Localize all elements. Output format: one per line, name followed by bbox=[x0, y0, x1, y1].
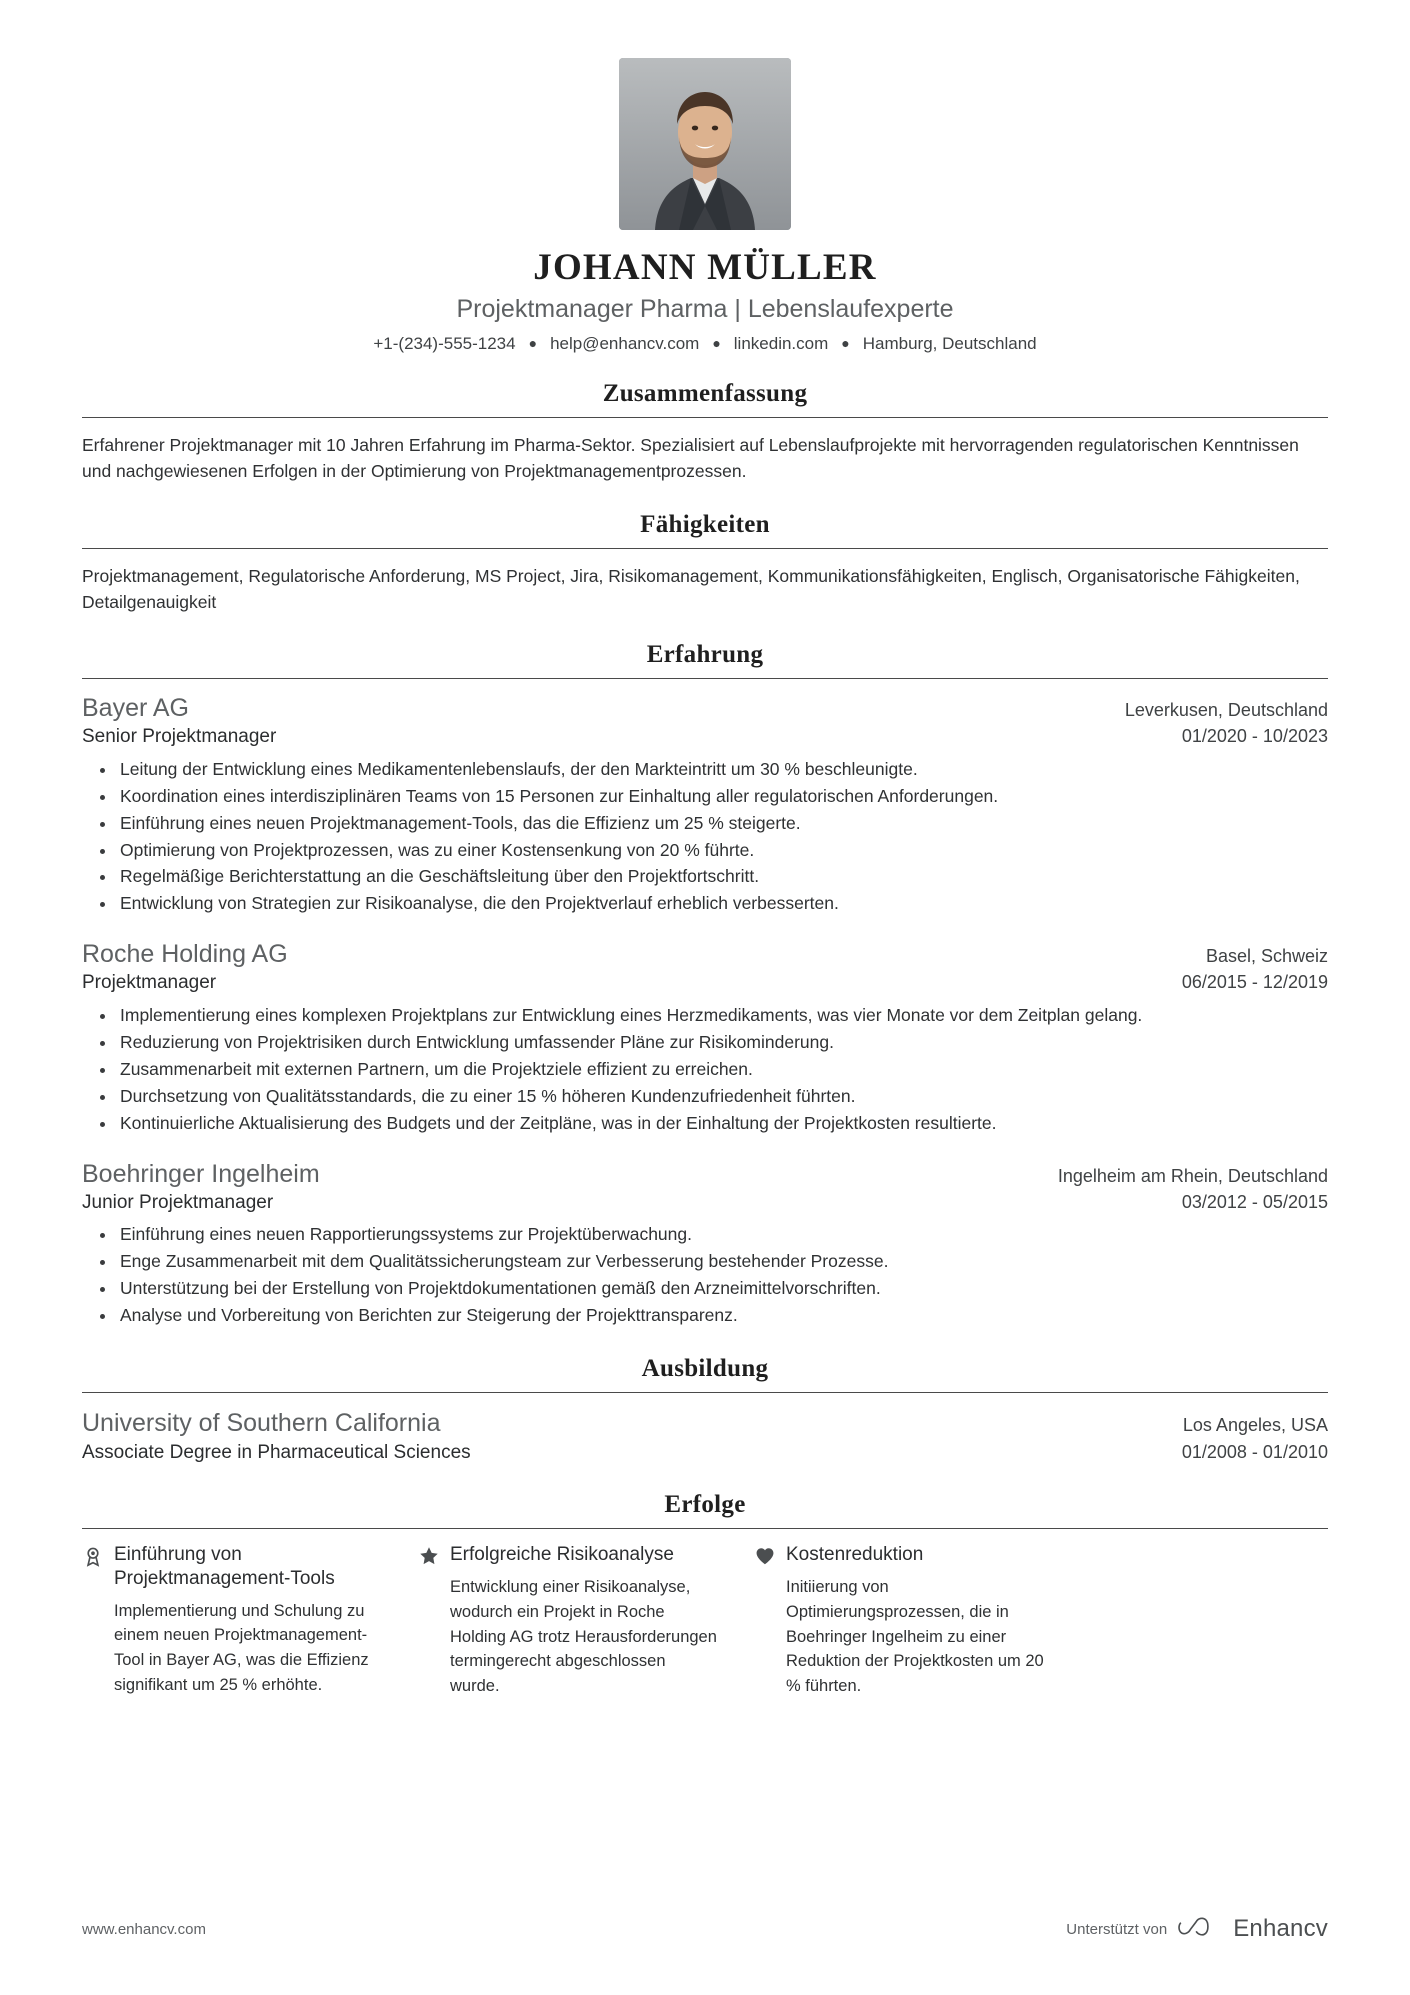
experience-entry-subheader bbox=[82, 724, 1328, 750]
job-role: Senior Projektmanager bbox=[82, 726, 277, 748]
contact-email[interactable]: help@enhancv.com bbox=[550, 334, 700, 353]
job-bullet: Analyse und Vorbereitung von Berichten zur Steigerung der Projekttransparenz. bbox=[108, 1303, 1328, 1329]
experience-entry bbox=[82, 693, 1328, 917]
enhancv-logo-icon bbox=[1177, 1916, 1223, 1943]
portrait-photo-icon bbox=[619, 58, 791, 230]
candidate-title: Projektmanager Pharma | Lebenslaufexperte bbox=[456, 295, 954, 323]
star-icon bbox=[418, 1545, 440, 1567]
company-location: Ingelheim am Rhein, Deutschland bbox=[1057, 1165, 1328, 1186]
achievement-title: Einführung von Projektmanagement-Tools bbox=[114, 1544, 335, 1589]
job-bullet: Leitung der Entwicklung eines Medikamentenlebenslaufs, der den Markteintritt um 30 % beschleunigte. bbox=[108, 757, 1328, 783]
education-entry bbox=[82, 1407, 1328, 1465]
section-divider bbox=[82, 417, 1328, 418]
job-bullets bbox=[82, 757, 1328, 917]
experience-entry-header bbox=[82, 939, 1328, 970]
section-achievements bbox=[82, 1491, 1328, 1699]
job-role: Projektmanager bbox=[82, 972, 217, 994]
job-bullet: Zusammenarbeit mit externen Partnern, um die Projektziele effizient zu erreichen. bbox=[108, 1057, 1328, 1083]
section-summary bbox=[82, 380, 1328, 485]
job-bullet: Enge Zusammenarbeit mit dem Qualitätssicherungsteam zur Verbesserung bestehender Prozesse. bbox=[108, 1249, 1328, 1275]
experience-entry bbox=[82, 939, 1328, 1136]
section-title-summary: Zusammenfassung bbox=[602, 380, 808, 407]
job-bullet: Entwicklung von Strategien zur Risikoanalyse, die den Projektverlauf erheblich verbesserten. bbox=[108, 891, 1328, 917]
contact-separator: ● bbox=[841, 335, 850, 351]
experience-entry-header bbox=[82, 1159, 1328, 1190]
achievement-description: Entwicklung einer Risikoanalyse, wodurch ein Projekt in Roche Holding AG trotz Herausforderungen termingerecht abgeschlossen wurde. bbox=[450, 1578, 717, 1696]
achievement-title: Erfolgreiche Risikoanalyse bbox=[450, 1544, 674, 1566]
achievement-header bbox=[82, 1543, 382, 1591]
job-bullet: Durchsetzung von Qualitätsstandards, die zu einer 15 % höheren Kundenzufriedenheit führten. bbox=[108, 1084, 1328, 1110]
achievement-description: Implementierung und Schulung zu einem neuen Projektmanagement-Tool in Bayer AG, was die Effizienz signifikant um 25 % erhöhte. bbox=[114, 1601, 369, 1694]
contact-location: Hamburg, Deutschland bbox=[862, 334, 1037, 353]
resume-header bbox=[82, 58, 1328, 354]
heart-icon bbox=[754, 1545, 776, 1567]
award-icon bbox=[82, 1545, 104, 1567]
job-bullet: Regelmäßige Berichterstattung an die Geschäftsleitung über den Projektfortschritt. bbox=[108, 864, 1328, 890]
contact-phone[interactable]: +1-(234)-555-1234 bbox=[373, 334, 516, 353]
section-divider bbox=[82, 1528, 1328, 1529]
section-divider bbox=[82, 1392, 1328, 1393]
summary-text: Erfahrener Projektmanager mit 10 Jahren Erfahrung im Pharma-Sektor. Spezialisiert auf Lebenslaufprojekte mit hervorragenden regulatorischen Kenntnissen und nachgewiesenen Erfolgen in der Optimierung von Projektmanagementprozessen. bbox=[82, 435, 1299, 482]
brand-name: Enhancv bbox=[1233, 1915, 1328, 1942]
job-bullet: Implementierung eines komplexen Projektplans zur Entwicklung eines Herzmedikaments, was vier Monate vor dem Zeitplan gelang. bbox=[108, 1003, 1328, 1029]
education-entry-header bbox=[82, 1407, 1328, 1440]
contact-line bbox=[82, 334, 1328, 354]
job-bullet: Reduzierung von Projektrisiken durch Entwicklung umfassender Pläne zur Risikominderung. bbox=[108, 1030, 1328, 1056]
degree-name: Associate Degree in Pharmaceutical Sciences bbox=[82, 1441, 471, 1463]
footer-website[interactable]: www.enhancv.com bbox=[82, 1920, 206, 1938]
section-title-skills: Fähigkeiten bbox=[640, 510, 770, 538]
job-bullets bbox=[82, 1222, 1328, 1329]
company-name: Bayer AG bbox=[82, 694, 189, 722]
job-bullet: Einführung eines neuen Projektmanagement-Tools, das die Effizienz um 25 % steigerte. bbox=[108, 811, 1328, 837]
achievements-grid bbox=[82, 1543, 1328, 1699]
avatar bbox=[619, 58, 791, 230]
job-bullet: Optimierung von Projektprozessen, was zu einer Kostensenkung von 20 % führte. bbox=[108, 838, 1328, 864]
candidate-name: JOHANN MÜLLER bbox=[533, 247, 877, 288]
contact-separator: ● bbox=[712, 335, 721, 351]
achievement-item bbox=[418, 1543, 718, 1699]
experience-entry-subheader bbox=[82, 970, 1328, 996]
powered-by-label: Unterstützt von bbox=[1066, 1920, 1168, 1938]
achievement-header bbox=[754, 1543, 1054, 1567]
school-location: Los Angeles, USA bbox=[1182, 1415, 1328, 1436]
section-title-education: Ausbildung bbox=[641, 1355, 769, 1383]
section-divider bbox=[82, 678, 1328, 679]
school-name: University of Southern California bbox=[82, 1409, 441, 1438]
job-bullet: Kontinuierliche Aktualisierung des Budgets und der Zeitpläne, was in der Einhaltung der Projektkosten resultierte. bbox=[108, 1111, 1328, 1137]
section-skills bbox=[82, 511, 1328, 616]
job-bullet: Unterstützung bei der Erstellung von Projektdokumentationen gemäß den Arzneimittelvorschriften. bbox=[108, 1276, 1328, 1302]
company-name: Roche Holding AG bbox=[82, 940, 288, 969]
achievement-item bbox=[754, 1543, 1054, 1699]
job-bullet: Einführung eines neuen Rapportierungssystems zur Projektüberwachung. bbox=[108, 1222, 1328, 1248]
degree-dates: 01/2008 - 01/2010 bbox=[1181, 1441, 1328, 1462]
achievement-title: Kostenreduktion bbox=[786, 1544, 924, 1566]
company-location: Leverkusen, Deutschland bbox=[1124, 700, 1328, 720]
experience-entry-subheader bbox=[82, 1190, 1328, 1216]
job-bullet: Koordination eines interdisziplinären Teams von 15 Personen zur Einhaltung aller regulatorischen Anforderungen. bbox=[108, 784, 1328, 810]
achievement-description: Initiierung von Optimierungsprozessen, die in Boehringer Ingelheim zu einer Reduktion der Projektkosten um 20 % führten. bbox=[786, 1578, 1044, 1696]
achievement-header bbox=[418, 1543, 718, 1567]
company-name: Boehringer Ingelheim bbox=[82, 1159, 320, 1188]
section-title-experience: Erfahrung bbox=[646, 641, 764, 668]
page-footer bbox=[82, 1915, 1328, 1943]
achievement-item bbox=[82, 1543, 382, 1699]
contact-linkedin[interactable]: linkedin.com bbox=[733, 334, 829, 353]
contact-separator: ● bbox=[528, 335, 538, 351]
section-education bbox=[82, 1355, 1328, 1465]
job-bullets bbox=[82, 1003, 1328, 1136]
job-role: Junior Projektmanager bbox=[82, 1191, 274, 1213]
skills-text: Projektmanagement, Regulatorische Anforderung, MS Project, Jira, Risikomanagement, Kommunikationsfähigkeiten, Englisch, Organisatorische Fähigkeiten, Detailgenauigkeit bbox=[82, 565, 1300, 612]
section-divider bbox=[82, 548, 1328, 549]
job-dates: 06/2015 - 12/2019 bbox=[1181, 972, 1328, 993]
experience-entry bbox=[82, 1159, 1328, 1329]
footer-branding bbox=[1066, 1915, 1328, 1943]
section-title-achievements: Erfolge bbox=[664, 1491, 746, 1519]
company-location: Basel, Schweiz bbox=[1205, 946, 1328, 967]
job-dates: 01/2020 - 10/2023 bbox=[1181, 726, 1328, 747]
section-experience bbox=[82, 641, 1328, 1329]
experience-entry-header bbox=[82, 693, 1328, 724]
education-entry-subheader bbox=[82, 1440, 1328, 1466]
job-dates: 03/2012 - 05/2015 bbox=[1181, 1191, 1328, 1212]
